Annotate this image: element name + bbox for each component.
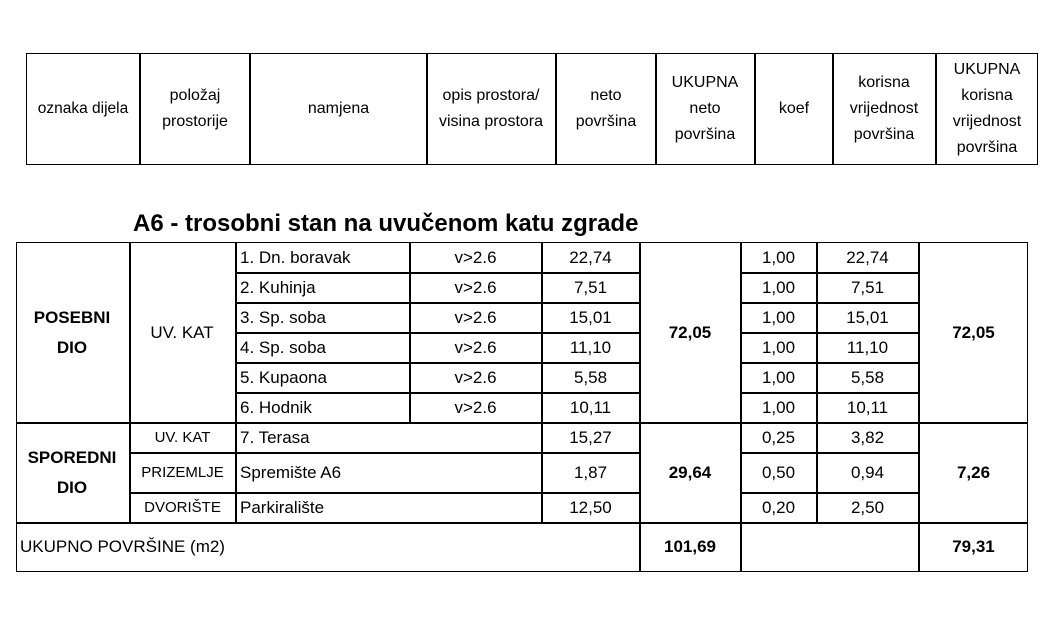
room-koef: 1,00: [761, 367, 796, 387]
sporedni-korisna: 2,50: [850, 497, 885, 517]
sporedni-koef: 0,25: [761, 427, 796, 447]
room-namjena: 2. Kuhinja: [240, 277, 316, 297]
header-col-opis: opis prostora/ visina prostora: [438, 87, 544, 130]
sporedni-ukupna-neto: 29,64: [668, 462, 712, 482]
room-opis: v>2.6: [454, 367, 497, 387]
header-col-polozaj: položaj prostorije: [162, 87, 228, 130]
sporedni-korisna: 0,94: [850, 462, 885, 482]
room-korisna: 7,51: [850, 277, 885, 297]
total-neto: 101,69: [664, 537, 716, 556]
posebni-ukupna-korisna: 72,05: [952, 322, 995, 342]
sporedni-korisna: 3,82: [850, 427, 885, 447]
room-namjena: 3. Sp. soba: [240, 307, 327, 327]
header-col-koef: koef: [778, 100, 810, 117]
sporedni-polozaj: DVORIŠTE: [144, 499, 221, 516]
header-col-neto: neto površina: [575, 87, 637, 130]
sporedni-koef: 0,20: [761, 497, 796, 517]
sporedni-polozaj: UV. KAT: [154, 429, 211, 446]
room-koef: 1,00: [761, 277, 796, 297]
room-namjena: 6. Hodnik: [240, 397, 312, 417]
posebni-ukupna-neto: 72,05: [668, 322, 712, 342]
posebni-polozaj: UV. KAT: [150, 323, 214, 342]
room-koef: 1,00: [761, 337, 796, 357]
room-opis: v>2.6: [454, 307, 497, 327]
room-opis: v>2.6: [454, 337, 497, 357]
sporedni-namjena: Spremište A6: [240, 462, 342, 482]
sporedni-namjena: 7. Terasa: [240, 427, 310, 447]
header-col-ukupna-korisna: UKUPNA korisna vrijednost površina: [952, 61, 1022, 156]
room-korisna: 15,01: [846, 307, 889, 327]
room-namjena: 1. Dn. boravak: [240, 247, 351, 267]
header-col-korisna: korisna vrijednost površina: [849, 74, 919, 143]
room-neto: 5,58: [573, 367, 608, 387]
sporedni-namjena: Parkiralište: [240, 497, 325, 517]
room-namjena: 5. Kupaona: [240, 367, 327, 387]
room-neto: 15,01: [569, 307, 612, 327]
header-col-ukupna-neto: UKUPNA neto površina: [671, 74, 739, 143]
total-korisna: 79,31: [952, 537, 995, 556]
sporedni-polozaj: PRIZEMLJE: [141, 464, 224, 481]
room-korisna: 11,10: [846, 337, 889, 357]
total-label: UKUPNO POVRŠINE (m2): [20, 537, 225, 556]
apartment-title: A6 - trosobni stan na uvučenom katu zgrade: [133, 210, 639, 237]
room-koef: 1,00: [761, 247, 796, 267]
room-neto: 7,51: [573, 277, 608, 297]
room-opis: v>2.6: [454, 277, 497, 297]
room-korisna: 10,11: [846, 397, 889, 417]
sporedni-koef: 0,50: [761, 462, 796, 482]
sporedni-ukupna-korisna: 7,26: [956, 462, 991, 482]
sporedni-neto: 1,87: [573, 462, 608, 482]
sporedni-neto: 15,27: [569, 427, 612, 447]
room-korisna: 5,58: [850, 367, 885, 387]
room-korisna: 22,74: [846, 247, 889, 267]
room-neto: 11,10: [569, 337, 612, 357]
posebni-dio-label: POSEBNI DIO: [33, 308, 111, 357]
room-namjena: 4. Sp. soba: [240, 337, 327, 357]
sporedni-dio-label: SPOREDNI DIO: [27, 448, 117, 497]
sporedni-neto: 12,50: [569, 497, 612, 517]
room-koef: 1,00: [761, 307, 796, 327]
header-col-oznaka: oznaka dijela: [37, 100, 129, 117]
room-koef: 1,00: [761, 397, 796, 417]
header-col-namjena: namjena: [307, 100, 370, 117]
room-opis: v>2.6: [454, 247, 497, 267]
room-opis: v>2.6: [454, 397, 497, 417]
room-neto: 10,11: [569, 397, 612, 417]
room-neto: 22,74: [569, 247, 612, 267]
